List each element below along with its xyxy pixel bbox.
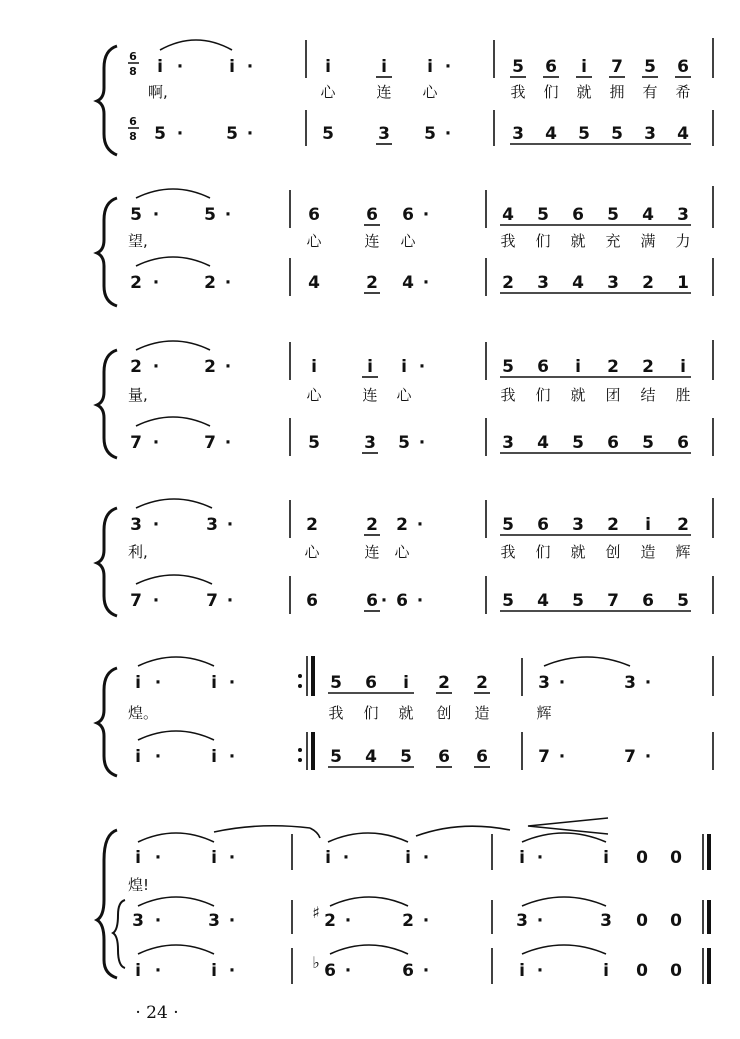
- dot: ·: [152, 433, 160, 453]
- note: i: [325, 57, 331, 77]
- note: i: [311, 357, 317, 377]
- dot: ·: [558, 747, 566, 767]
- note: 2: [204, 273, 216, 293]
- dot: ·: [154, 747, 162, 767]
- dot: ·: [536, 961, 544, 981]
- system-5: [128, 656, 713, 770]
- lyric: 力: [675, 232, 691, 250]
- note: 3: [364, 433, 376, 453]
- lyric: 我: [500, 543, 516, 561]
- dot: ·: [152, 273, 160, 293]
- system-6: [128, 818, 709, 984]
- lyric: 我: [328, 704, 344, 722]
- note: i: [603, 961, 609, 981]
- dot: ·: [422, 205, 430, 225]
- lyric: 就: [398, 704, 414, 722]
- note: 2: [130, 273, 142, 293]
- note: 5: [677, 591, 689, 611]
- note: 5: [502, 357, 514, 377]
- dot: ·: [152, 205, 160, 225]
- note: i: [135, 961, 141, 981]
- upper-voice: [130, 189, 691, 225]
- dot: ·: [226, 591, 234, 611]
- dot: ·: [444, 57, 452, 77]
- lyric: 希: [675, 83, 691, 101]
- note: 2: [607, 515, 619, 535]
- note: 6: [607, 433, 619, 453]
- lyric: 们: [535, 543, 551, 561]
- note: i: [229, 57, 235, 77]
- note: 5: [226, 124, 238, 144]
- brace: [97, 508, 117, 616]
- note: 4: [308, 273, 320, 293]
- lyric: 胜: [675, 386, 691, 404]
- dot: ·: [228, 747, 236, 767]
- crescendo-mark: [528, 818, 608, 834]
- note: 5: [322, 124, 334, 144]
- dot: ·: [418, 357, 426, 377]
- dot: ·: [416, 591, 424, 611]
- dot: ·: [224, 357, 232, 377]
- dot: ·: [228, 673, 236, 693]
- note: 3: [206, 515, 218, 535]
- dot: ·: [422, 911, 430, 931]
- note: 3: [516, 911, 528, 931]
- sharp-icon: ♯: [312, 903, 320, 922]
- note: i: [381, 57, 387, 77]
- lyric: 辉: [536, 704, 552, 722]
- lyric: 心: [396, 386, 412, 404]
- note: 2: [204, 357, 216, 377]
- note: i: [157, 57, 163, 77]
- note: 6: [396, 591, 408, 611]
- time-sig-top: 6: [129, 115, 137, 128]
- note: 0: [670, 911, 682, 931]
- note: 6: [366, 205, 378, 225]
- dot: ·: [154, 673, 162, 693]
- note: 5: [398, 433, 410, 453]
- lyric: 有: [642, 83, 658, 101]
- note: 4: [572, 273, 584, 293]
- lower-voice: [130, 575, 691, 611]
- note: 2: [306, 515, 318, 535]
- note: 3: [130, 515, 142, 535]
- lyrics: [128, 232, 691, 250]
- upper-voice: [157, 40, 691, 77]
- note: 3: [537, 273, 549, 293]
- note: 6: [677, 433, 689, 453]
- note: 5: [308, 433, 320, 453]
- dot: ·: [558, 673, 566, 693]
- note: i: [519, 961, 525, 981]
- lyric: 心: [394, 543, 410, 561]
- lyrics: [128, 386, 691, 404]
- lower-voice: [130, 417, 691, 453]
- dot: ·: [224, 205, 232, 225]
- note: i: [211, 747, 217, 767]
- note: 1: [677, 273, 689, 293]
- dot: ·: [422, 848, 430, 868]
- note: 2: [396, 515, 408, 535]
- note: 4: [642, 205, 654, 225]
- upper-voice: [130, 499, 691, 535]
- lyric: 拥: [609, 83, 625, 101]
- note: i: [135, 848, 141, 868]
- dot: ·: [380, 591, 388, 611]
- upper-voice: [135, 657, 651, 693]
- note: 0: [636, 961, 648, 981]
- note: 5: [204, 205, 216, 225]
- lyric: 结: [640, 386, 656, 404]
- note: 2: [366, 515, 378, 535]
- note: 3: [502, 433, 514, 453]
- note: 6: [572, 205, 584, 225]
- note: 4: [502, 205, 514, 225]
- brace: [97, 350, 117, 458]
- lyric: 我: [500, 232, 516, 250]
- dot: ·: [644, 673, 652, 693]
- note: 5: [502, 515, 514, 535]
- lyrics: [148, 83, 691, 101]
- note: 5: [611, 124, 623, 144]
- note: 3: [607, 273, 619, 293]
- note: 2: [642, 273, 654, 293]
- note: 6: [476, 747, 488, 767]
- note: i: [427, 57, 433, 77]
- note: 3: [644, 124, 656, 144]
- lyric: 我: [500, 386, 516, 404]
- note: 4: [677, 124, 689, 144]
- lyric: 创: [605, 543, 621, 561]
- lyric: 辉: [675, 543, 691, 561]
- lyric: 造: [640, 543, 656, 561]
- lyric: 团: [605, 386, 621, 404]
- note: i: [211, 961, 217, 981]
- note: i: [645, 515, 651, 535]
- note: i: [581, 57, 587, 77]
- note: 6: [402, 205, 414, 225]
- note: i: [680, 357, 686, 377]
- note: 3: [600, 911, 612, 931]
- dot: ·: [422, 273, 430, 293]
- lyric: 心: [400, 232, 416, 250]
- dot: ·: [418, 433, 426, 453]
- note: 2: [402, 911, 414, 931]
- lyric: 就: [570, 232, 586, 250]
- dot: ·: [228, 961, 236, 981]
- lyrics: [128, 704, 552, 722]
- note: 0: [670, 961, 682, 981]
- note: 2: [607, 357, 619, 377]
- note: i: [405, 848, 411, 868]
- note: 3: [208, 911, 220, 931]
- dot: ·: [536, 911, 544, 931]
- note: 0: [636, 848, 648, 868]
- note: 0: [670, 848, 682, 868]
- note: i: [403, 673, 409, 693]
- note: 4: [402, 273, 414, 293]
- note: 7: [206, 591, 218, 611]
- lyric: 们: [535, 386, 551, 404]
- note: 5: [512, 57, 524, 77]
- note: 6: [402, 961, 414, 981]
- note: 5: [330, 673, 342, 693]
- dot: ·: [416, 515, 424, 535]
- time-sig-bottom: 8: [129, 65, 137, 78]
- note: 2: [438, 673, 450, 693]
- note: 7: [130, 591, 142, 611]
- lyric: 心: [320, 83, 336, 101]
- lyric: 心: [304, 543, 320, 561]
- note: 2: [366, 273, 378, 293]
- note: i: [401, 357, 407, 377]
- note: 6: [642, 591, 654, 611]
- dot: ·: [536, 848, 544, 868]
- note: 5: [154, 124, 166, 144]
- lyric: 就: [570, 543, 586, 561]
- note: 6: [537, 515, 549, 535]
- dot: ·: [176, 57, 184, 77]
- brace: [97, 830, 117, 978]
- dot: ·: [154, 911, 162, 931]
- dot: ·: [152, 515, 160, 535]
- note: 7: [538, 747, 550, 767]
- lyric: 就: [570, 386, 586, 404]
- note: 3: [572, 515, 584, 535]
- lower-voice: [135, 945, 682, 981]
- note: 7: [130, 433, 142, 453]
- lower-voice: [130, 257, 691, 293]
- dot: ·: [344, 961, 352, 981]
- lyric: 啊,: [148, 83, 168, 101]
- note: 5: [572, 433, 584, 453]
- note: 6: [438, 747, 450, 767]
- dot: ·: [228, 848, 236, 868]
- note: 3: [512, 124, 524, 144]
- dot: ·: [342, 848, 350, 868]
- time-sig-top: 6: [129, 50, 137, 63]
- system-3: [128, 340, 713, 456]
- upper-voice: [135, 826, 682, 868]
- system-2: [128, 186, 713, 296]
- note: 5: [424, 124, 436, 144]
- note: 5: [400, 747, 412, 767]
- note: i: [135, 673, 141, 693]
- note: 3: [624, 673, 636, 693]
- note: 3: [378, 124, 390, 144]
- lyric: 煌。: [128, 704, 159, 722]
- dot: ·: [176, 124, 184, 144]
- note: 6: [308, 205, 320, 225]
- note: i: [519, 848, 525, 868]
- lyric: 们: [535, 232, 551, 250]
- lyric: 心: [306, 232, 322, 250]
- lyric: 心: [306, 386, 322, 404]
- note: i: [325, 848, 331, 868]
- lyric: 望,: [128, 232, 148, 250]
- time-sig-bottom: 8: [129, 130, 137, 143]
- lyric: 我: [510, 83, 526, 101]
- note: 5: [502, 591, 514, 611]
- note: 6: [306, 591, 318, 611]
- note: i: [211, 673, 217, 693]
- note: 6: [537, 357, 549, 377]
- brace: [97, 668, 117, 776]
- lyric: 连: [364, 232, 380, 250]
- lyric: 连: [376, 83, 392, 101]
- note: 6: [545, 57, 557, 77]
- note: 2: [130, 357, 142, 377]
- note: 5: [572, 591, 584, 611]
- page-number: · 24 ·: [135, 1003, 179, 1023]
- dot: ·: [226, 515, 234, 535]
- lower-voice: [135, 731, 651, 767]
- lyric: 充: [605, 232, 621, 250]
- note: 7: [204, 433, 216, 453]
- upper-voice: [130, 341, 691, 377]
- note: 2: [502, 273, 514, 293]
- system-4: [128, 498, 713, 614]
- dot: ·: [152, 591, 160, 611]
- dot: ·: [644, 747, 652, 767]
- note: 5: [607, 205, 619, 225]
- note: 2: [677, 515, 689, 535]
- dot: ·: [224, 273, 232, 293]
- note: 0: [636, 911, 648, 931]
- lyric: 们: [543, 83, 559, 101]
- lyric: 煌!: [128, 876, 150, 894]
- dot: ·: [246, 57, 254, 77]
- note: 6: [366, 591, 378, 611]
- dot: ·: [228, 911, 236, 931]
- lyrics: [128, 543, 691, 561]
- note: 7: [624, 747, 636, 767]
- note: 7: [611, 57, 623, 77]
- note: 5: [644, 57, 656, 77]
- dot: ·: [154, 961, 162, 981]
- note: 2: [642, 357, 654, 377]
- note: 6: [324, 961, 336, 981]
- lyric: 就: [576, 83, 592, 101]
- note: i: [603, 848, 609, 868]
- note: 3: [538, 673, 550, 693]
- note: 2: [476, 673, 488, 693]
- note: 5: [642, 433, 654, 453]
- lyric: 连: [362, 386, 378, 404]
- note: i: [211, 848, 217, 868]
- lyric: 连: [364, 543, 380, 561]
- note: 4: [545, 124, 557, 144]
- note: 4: [537, 433, 549, 453]
- note: 5: [130, 205, 142, 225]
- lyric: 造: [474, 704, 490, 722]
- dot: ·: [224, 433, 232, 453]
- note: 3: [132, 911, 144, 931]
- lyric: 创: [436, 704, 452, 722]
- lyric: 量,: [128, 386, 148, 404]
- note: 6: [365, 673, 377, 693]
- lower-voice: [154, 124, 691, 144]
- lyric: 们: [363, 704, 379, 722]
- note: 7: [607, 591, 619, 611]
- lyric: 满: [640, 232, 656, 250]
- dot: ·: [422, 961, 430, 981]
- note: 5: [578, 124, 590, 144]
- note: 2: [324, 911, 336, 931]
- note: 5: [330, 747, 342, 767]
- dot: ·: [444, 124, 452, 144]
- brace: [97, 198, 117, 306]
- brace: [97, 46, 117, 155]
- note: i: [575, 357, 581, 377]
- note: 4: [537, 591, 549, 611]
- dot: ·: [344, 911, 352, 931]
- lyric: 心: [422, 83, 438, 101]
- note: i: [367, 357, 373, 377]
- dot: ·: [154, 848, 162, 868]
- lyrics: [128, 876, 149, 894]
- dot: ·: [152, 357, 160, 377]
- lyric: 利,: [128, 543, 148, 561]
- note: 5: [537, 205, 549, 225]
- middle-voice: [132, 897, 682, 931]
- flat-icon: ♭: [312, 953, 320, 972]
- note: 3: [677, 205, 689, 225]
- inner-brace: [113, 900, 125, 968]
- note: 4: [365, 747, 377, 767]
- note: i: [135, 747, 141, 767]
- dot: ·: [246, 124, 254, 144]
- system-1: [148, 38, 713, 146]
- note: 6: [677, 57, 689, 77]
